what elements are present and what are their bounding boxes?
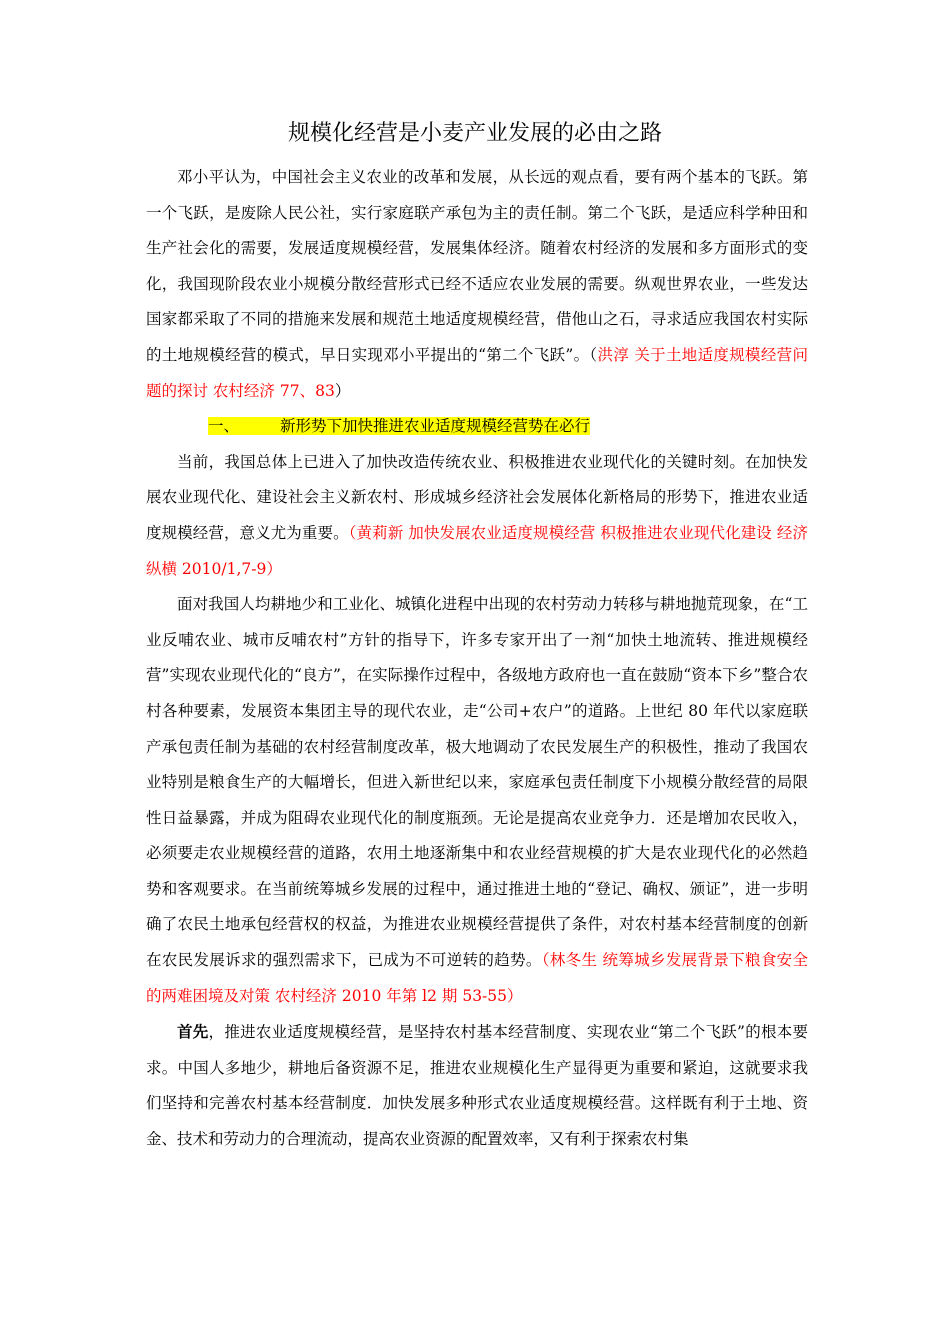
section-heading-1 <box>146 409 808 445</box>
section-heading-text: 新形势下加快推进农业适度规模经营势在必行 <box>280 417 591 436</box>
citation-intro: 洪淳 关于土地适度规模经营问题的探讨 农村经济 77、83 <box>146 345 808 400</box>
paragraph-first-point-lead: 首先 <box>177 1022 209 1042</box>
citation-land-transfer: （林冬生 统筹城乡发展背景下粮食安全的两难困境及对策 农村经济 2010 年第 l2 期 53-55） <box>146 951 808 1005</box>
paragraph-land-transfer-text: 面对我国人均耕地少和工业化、城镇化进程中出现的农村劳动力转移与耕地抛荒现象，在“工业反哺农业、城市反哺农村”方针的指导下，许多专家开出了一剂“加快土地流转、推进规模经营”实现农业现代化的“良方”，在实际操作过程中，各级地方政府也一直在鼓励“资本下乡”整合农村各种要素，发展资本集团主导的现代农业，走“公司+农户”的道路。上世纪 80 年代以家庭联产承包责任制为基础的农村经营制度改革，极大地调动了农民发展生产的积极性，推动了我国农业特别是粮食生产的大幅增长，但进入新世纪以来，家庭承包责任制度下小规模分散经营的局限性日益暴露，并成为阻碍农业现代化的制度瓶颈。无论是提高农业竞争力．还是增加农民收入，必须要走农业规模经营的道路，农用土地逐渐集中和农业经营规模的扩大是农业现代化的必然趋势和客观要求。在当前统筹城乡发展的过程中，通过推进土地的“登记、确权、颁证”，进一步明确了农民土地承包经营权的权益，为推进农业规模经营提供了条件，对农村基本经营制度的创新在农民发展诉求的强烈需求下，已成为不可逆转的趋势。 <box>146 595 808 970</box>
document-body <box>146 160 808 1158</box>
citation-intro-close: ） <box>334 381 351 400</box>
document-title: 规模化经营是小麦产业发展的必由之路 <box>287 121 662 146</box>
section-heading-highlight <box>208 417 590 435</box>
paragraph-land-transfer <box>146 587 808 1014</box>
citation-current-situation: （黄莉新 加快发展农业适度规模经营 积极推进农业现代化建设 经济纵横 2010/1,7-9） <box>146 523 808 578</box>
paragraph-intro-text: 邓小平认为，中国社会主义农业的改革和发展，从长远的观点看，要有两个基本的飞跃。第一个飞跃，是废除人民公社，实行家庭联产承包为主的责任制。第二个飞跃，是适应科学种田和生产社会化的需要，发展适度规模经营，发展集体经济。随着农村经济的发展和多方面形式的变化，我国现阶段农业小规模分散经营形式已经不适应农业发展的需要。纵观世界农业，一些发达国家都采取了不同的措施来发展和规范土地适度规模经营，借他山之石，寻求适应我国农村实际的土地规模经营的模式，早日实现邓小平提出的“第二个飞跃”。（ <box>146 168 808 364</box>
paragraph-first-point <box>146 1014 808 1157</box>
paragraph-current-situation <box>146 445 808 587</box>
paragraph-current-situation-text: 当前，我国总体上已进入了加快改造传统农业、积极推进农业现代化的关键时刻。在加快发展农业现代化、建设社会主义新农村、形成城乡经济社会发展体化新格局的形势下，推进农业适度规模经营，意义尤为重要。 <box>146 452 808 542</box>
paragraph-intro <box>146 160 808 409</box>
section-heading-number: 一、 <box>208 417 240 436</box>
paragraph-first-point-text: ，推进农业适度规模经营，是坚持农村基本经营制度、实现农业“第二个飞跃”的根本要求。中国人多地少，耕地后备资源不足，推进农业规模化生产显得更为重要和紧迫，这就要求我们坚持和完善农村基本经营制度．加快发展多种形式农业适度规模经营。这样既有利于土地、资金、技术和劳动力的合理流动，提高农业资源的配置效率，又有利于探索农村集 <box>146 1023 808 1149</box>
